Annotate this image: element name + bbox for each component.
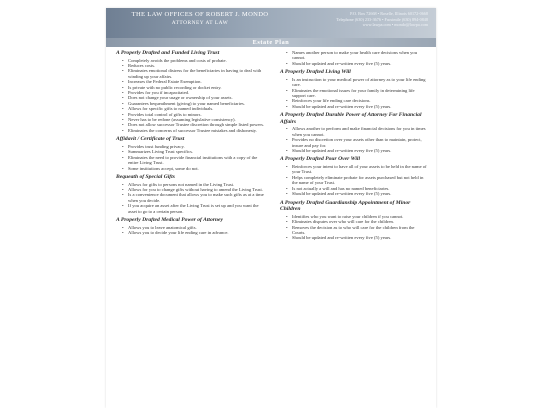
- bullet-list: [280, 77, 428, 109]
- firm-name-block: [122, 11, 278, 27]
- letterhead: [106, 8, 436, 38]
- section: [116, 136, 264, 171]
- list-item: • Allows for specific gifts to named individuals.: [128, 106, 264, 111]
- contact-phone: Telephone (630) 233-3676 • Facsimile (630) 894-0848: [336, 16, 428, 22]
- bullet-list: [116, 144, 264, 171]
- list-item: • Should be updated and re-written every five (5) years.: [292, 104, 428, 109]
- section-heading: A Properly Drafted Living Will: [280, 69, 351, 76]
- list-item: • Is private with no public recording or docket entry.: [128, 85, 264, 90]
- section-heading: A Properly Drafted Durable Power of Attorney For Financial Affairs: [280, 112, 422, 125]
- list-item: • Is not actually a will and has no named beneficiaries.: [292, 186, 428, 191]
- list-item: • Does not allow successor Trustee discretion through simple listed powers.: [128, 122, 264, 127]
- list-item: • Names another person to make your health care decisions when you cannot.: [292, 50, 428, 61]
- section-heading: Affidavit / Certificate of Trust: [116, 136, 185, 143]
- contact-web: www.lawpa.com • mondo@lawpa.com: [362, 22, 428, 28]
- list-item: • Allows for gifts to persons not named in the Living Trust.: [128, 182, 264, 187]
- list-item: • Is an instruction to your medical power of attorney as to your life ending care.: [292, 77, 428, 88]
- list-item: • Never has to be redone (assuming legislative consistency).: [128, 117, 264, 122]
- section: [116, 174, 264, 214]
- list-item: • Provides no discretion over your assets other than to maintain, protect, insure and pay for.: [292, 137, 428, 148]
- section-heading: A Properly Drafted and Funded Living Trust: [116, 50, 220, 56]
- list-item: • Identifies who you want to raise your children if you cannot.: [292, 214, 428, 219]
- bullet-list: [116, 58, 264, 134]
- list-item: • Eliminates the need to provide financial institutions with a copy of the entire Living Trust.: [128, 155, 264, 166]
- bullet-list: [280, 214, 428, 241]
- right-column: [280, 50, 428, 244]
- list-item: • Should be updated and re-written every five (5) years.: [292, 61, 428, 66]
- firm-name: THE LAW OFFICES OF ROBERT J. MONDO: [131, 11, 269, 18]
- list-item: • Some institutions accept, some do not.: [128, 166, 264, 171]
- section: [116, 217, 264, 235]
- section-heading: A Properly Drafted Medical Power of Attorney: [116, 216, 223, 223]
- list-item: • Helps completely eliminate probate for assets purchased but not held in the name of your Trust.: [292, 175, 428, 186]
- bullet-list: [116, 225, 264, 236]
- list-item: • Eliminates the emotional issues for your family in determining life support care.: [292, 88, 428, 99]
- contact-address: P.O. Box 72668 • Roselle, Illinois 60172-0668: [350, 11, 428, 16]
- list-item: • Does not change your usage or ownership of your assets.: [128, 95, 264, 100]
- section: [280, 69, 428, 109]
- left-column: [116, 50, 264, 238]
- page-title: Estate Plan: [106, 38, 436, 47]
- section: [280, 112, 428, 153]
- contact-block: [286, 11, 428, 28]
- bullet-list: [280, 164, 428, 196]
- list-item: • Provides total control of gifts to minors.: [128, 112, 264, 117]
- list-item: • Summarizes Living Trust specifics.: [128, 149, 264, 154]
- section: [280, 200, 428, 241]
- section: [280, 50, 428, 66]
- bullet-list: [280, 50, 428, 66]
- list-item: • Allows you to decide your life ending care in advance.: [128, 230, 264, 235]
- list-item: • Is a convenience document that allows you to make such gifts as at a time when you decide.: [128, 192, 264, 203]
- list-item: • Increases the Federal Estate Exemption.: [128, 79, 264, 84]
- list-item: • Removes the decision as to who will care for the children from the Courts.: [292, 225, 428, 236]
- list-item: • Provides for you if incapacitated.: [128, 90, 264, 95]
- section: [116, 50, 264, 133]
- list-item: • Eliminates disputes over who will care for the children.: [292, 219, 428, 224]
- section-heading: Bequeath of Special Gifts: [116, 173, 175, 180]
- firm-subtitle: ATTORNEY AT LAW: [171, 20, 229, 26]
- list-item: • Provides trust funding privacy.: [128, 144, 264, 149]
- section-heading: A Properly Drafted Pour Over Will: [280, 156, 361, 163]
- section-heading: A Properly Drafted Guardianship Appointment of Minor Children: [280, 199, 411, 213]
- document-page: [106, 8, 436, 408]
- list-item: • Allows another to perform and make financial decisions for you in times when you cannot.: [292, 126, 428, 137]
- list-item: • Allows you to leave anatomical gifts.: [128, 225, 264, 230]
- list-item: • Reinforces your life ending care decisions.: [292, 98, 428, 103]
- list-item: • Should be updated and re-written every five (5) years.: [292, 191, 428, 196]
- list-item: • Eliminates the concerns of successor Trustee mistakes and dishonesty.: [128, 128, 264, 133]
- list-item: • Should be updated and re-written every five (5) years.: [292, 235, 428, 240]
- list-item: • Allows for you to change gifts without having to amend the Living Trust.: [128, 187, 264, 192]
- list-item: • Should be updated and re-written every five (5) years.: [292, 148, 428, 153]
- list-item: • Reduces costs.: [128, 63, 264, 68]
- section: [280, 156, 428, 196]
- list-item: • Eliminates emotional distress for the beneficiaries in having to deal with winding up your affairs.: [128, 68, 264, 79]
- bullet-list: [280, 126, 428, 153]
- bullet-list: [116, 182, 264, 214]
- list-item: • If you acquire an asset after the Living Trust is set up and you want the asset to go to a certain person.: [128, 203, 264, 214]
- list-item: • Completely avoids the problems and costs of probate.: [128, 58, 264, 63]
- list-item: • Reinforces your intent to have all of your assets to be held in the name of your Trust.: [292, 164, 428, 175]
- list-item: • Guarantees bequeathment (giving) to your named beneficiaries.: [128, 101, 264, 106]
